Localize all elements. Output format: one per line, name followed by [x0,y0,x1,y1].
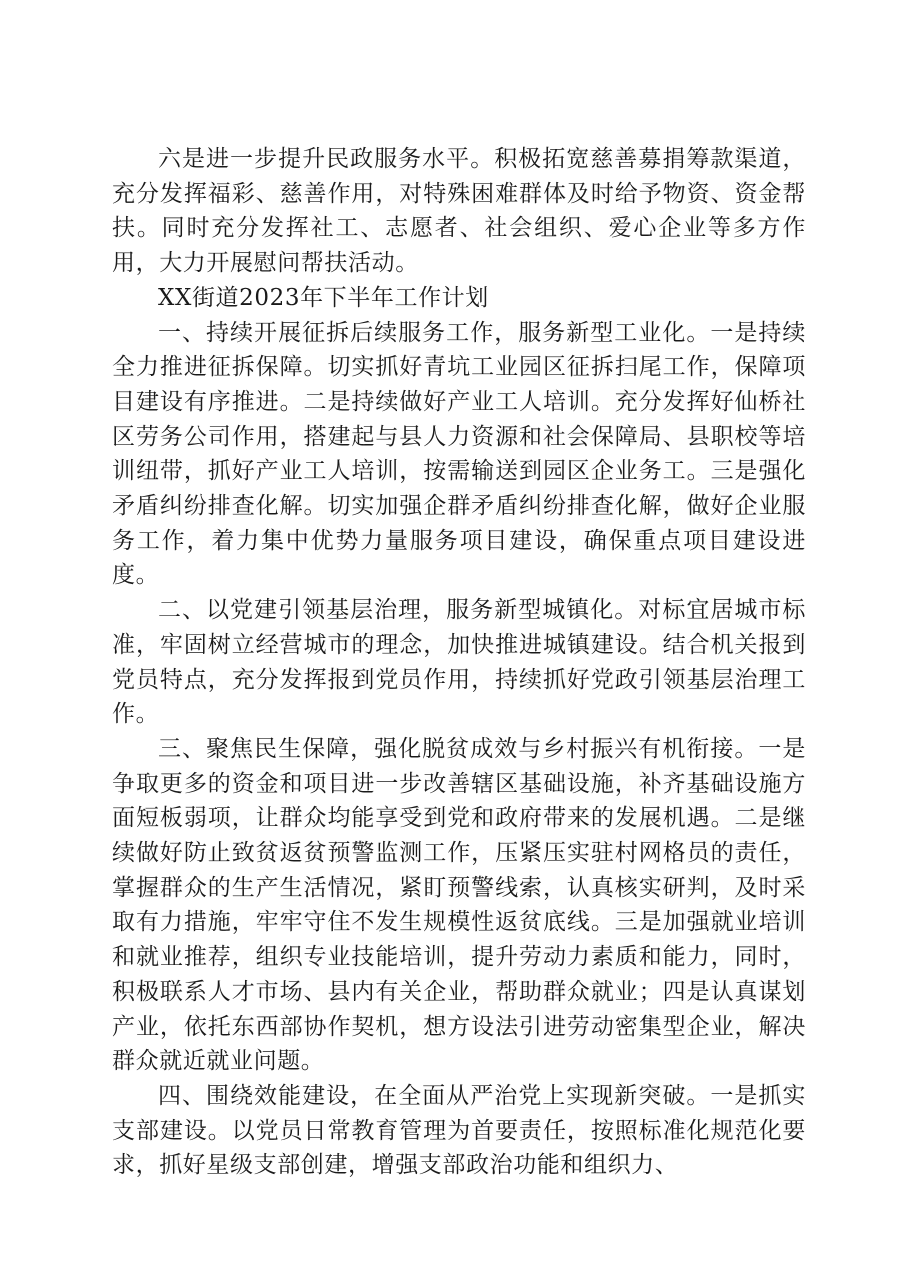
paragraph-demolition-services: 一、持续开展征拆后续服务工作，服务新型工业化。一是持续全力推进征拆保障。切实抓好青坑工业园区征拆扫尾工作，保障项目建设有序推进。二是持续做好产业工人培训。充分发挥好仙桥社区劳务公司作用，搭建起与县人力资源和社会保障局、县职校等培训纽带，抓好产业工人培训，按需输送到园区企业务工。三是强化矛盾纠纷排查化解。切实加强企群矛盾纠纷排查化解，做好企业服务工作，着力集中优势力量服务项目建设，确保重点项目建设进度。 [112,319,806,589]
section-title-work-plan: XX街道2023年下半年工作计划 [158,284,489,311]
paragraph-civil-affairs: 六是进一步提升民政服务水平。积极拓宽慈善募捐筹款渠道，充分发挥福彩、慈善作用，对特殊困难群体及时给予物资、资金帮扶。同时充分发挥社工、志愿者、社会组织、爱心企业等多方作用，大力开展慰问帮扶活动。 [112,146,806,277]
paragraph-livelihood: 三、聚焦民生保障，强化脱贫成效与乡村振兴有机衔接。一是争取更多的资金和项目进一步改善辖区基础设施，补齐基础设施方面短板弱项，让群众均能享受到党和政府带来的发展机遇。二是继续做好防止致贫返贫预警监测工作，压紧压实驻村网格员的责任，掌握群众的生产生活情况，紧盯预警线索，认真核实研判，及时采取有力措施，牢牢守住不发生规模性返贫底线。三是加强就业培训和就业推荐，组织专业技能培训，提升劳动力素质和能力，同时，积极联系人才市场、县内有关企业，帮助群众就业；四是认真谋划产业，依托东西部协作契机，想方设法引进劳动密集型企业，解决群众就近就业问题。 [112,735,806,1075]
document-body [112,142,806,1183]
paragraph-efficiency: 四、围绕效能建设，在全面从严治党上实现新突破。一是抓实支部建设。以党员日常教育管理为首要责任，按照标准化规范化要求，抓好星级支部创建，增强支部政治功能和组织力、 [112,1082,806,1179]
paragraph-party-building: 二、以党建引领基层治理，服务新型城镇化。对标宜居城市标准，牢固树立经营城市的理念，加快推进城镇建设。结合机关报到党员特点，充分发挥报到党员作用，持续抓好党政引领基层治理工作。 [112,597,806,728]
